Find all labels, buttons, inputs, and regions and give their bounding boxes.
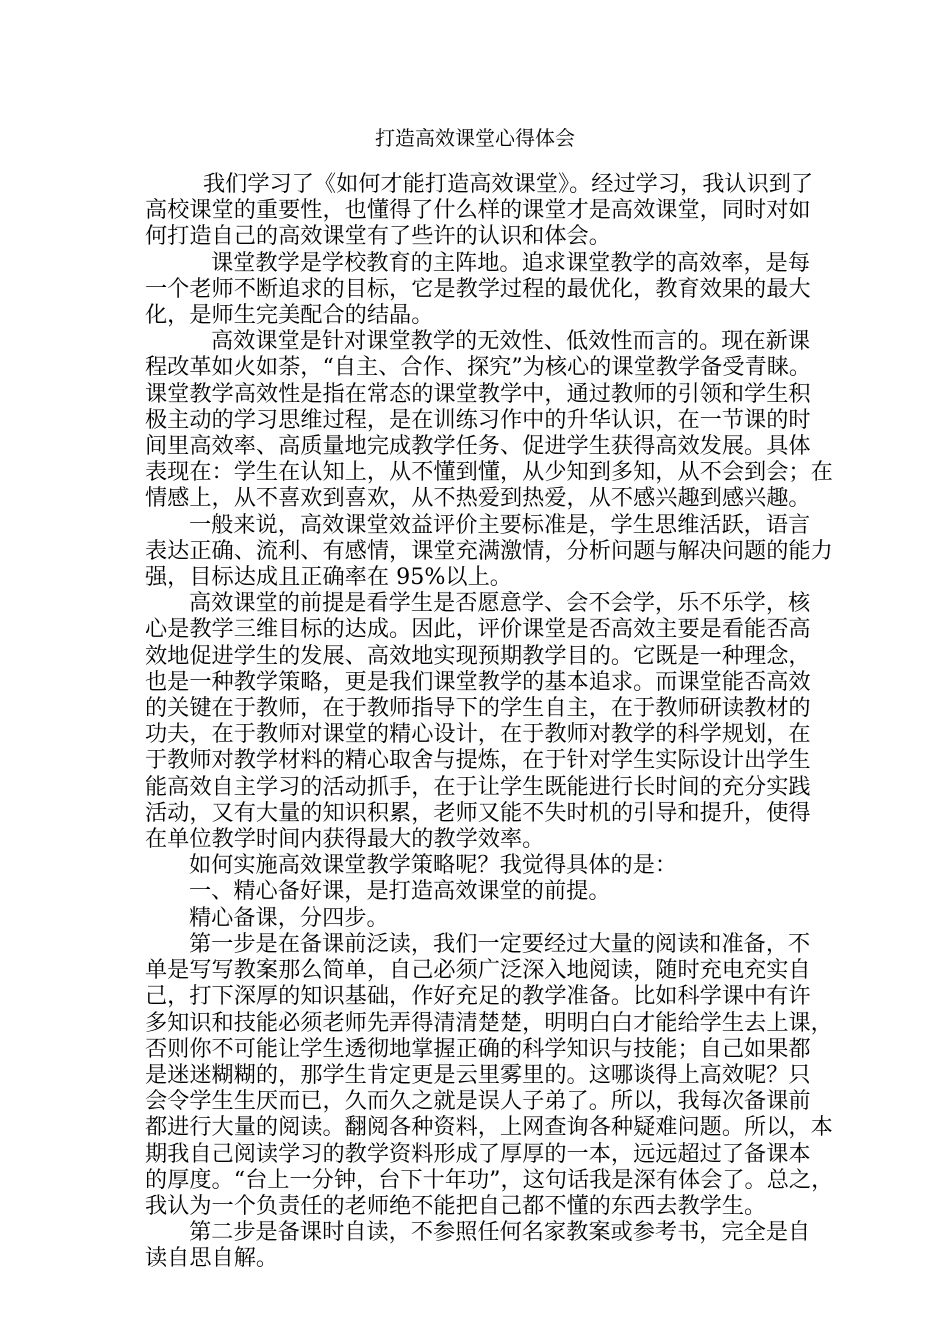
text-line: 第二步是备课时自读，不参照任何名家教案或参考书，完全是自 xyxy=(189,1219,811,1246)
text-line: 否则你不可能让学生透彻地掌握正确的科学知识与技能；自己如果都 xyxy=(145,1035,811,1062)
text-line: 期我自己阅读学习的教学资料形成了厚厚的一本，远远超过了备课本 xyxy=(145,1140,811,1167)
text-line: 能高效自主学习的活动抓手，在于让学生既能进行长时间的充分实践 xyxy=(145,773,811,800)
text-line: 极主动的学习思维过程，是在训练习作中的升华认识，在一节课的时 xyxy=(145,406,811,433)
text-line: 会令学生生厌而已，久而久之就是误人子弟了。所以，我每次备课前 xyxy=(145,1088,811,1115)
text-line: 课堂教学是学校教育的主阵地。追求课堂教学的高效率，是每 xyxy=(211,249,811,276)
paragraph xyxy=(145,930,834,1219)
paragraph xyxy=(145,511,833,591)
paragraph xyxy=(145,328,833,512)
text-line: 如何实施高效课堂教学策略呢？我觉得具体的是： xyxy=(189,852,678,879)
text-line: 己，打下深厚的知识基础，作好充足的教学准备。比如科学课中有许 xyxy=(145,983,811,1010)
text-line: 活动，又有大量的知识积累，老师又能不失时机的引导和提升，使得 xyxy=(145,799,811,826)
text-line: 强，目标达成且正确率在 95%以上。 xyxy=(145,564,512,591)
paragraph xyxy=(145,852,810,878)
text-line: 的厚度。“台上一分钟，台下十年功”，这句话我是深有体会了。总之， xyxy=(145,1166,834,1193)
document-body xyxy=(145,171,834,1272)
text-line: 读自思自解。 xyxy=(145,1245,279,1272)
text-line: 都进行大量的阅读。翻阅各种资料，上网查询各种疑难问题。所以，本 xyxy=(145,1114,833,1141)
text-line: 第一步是在备课前泛读，我们一定要经过大量的阅读和准备，不 xyxy=(189,930,811,957)
text-line: 单是写写教案那么简单，自己必须广泛深入地阅读，随时充电充实自 xyxy=(145,957,811,984)
text-line: 也是一种教学策略，更是我们课堂教学的基本追求。而课堂能否高效 xyxy=(145,668,811,695)
paragraph xyxy=(145,878,810,904)
document-title: 打造高效课堂心得体会 xyxy=(375,126,575,150)
text-line: 心是教学三维目标的达成。因此，评价课堂是否高效主要是看能否高 xyxy=(145,616,811,643)
text-line: 精心备课，分四步。 xyxy=(189,904,389,931)
text-line: 化，是师生完美配合的结晶。 xyxy=(145,302,434,329)
text-line: 程改革如火如荼，“自主、合作、探究”为核心的课堂教学备受青睐。 xyxy=(145,354,812,381)
paragraph xyxy=(145,1219,810,1271)
text-line: 效地促进学生的发展、高效地实现预期教学目的。它既是一种理念， xyxy=(145,642,811,669)
text-line: 多知识和技能必须老师先弄得清清楚楚，明明白白才能给学生去上课， xyxy=(145,1009,833,1036)
text-line: 高效课堂是针对课堂教学的无效性、低效性而言的。现在新课 xyxy=(211,328,811,355)
text-line: 课堂教学高效性是指在常态的课堂教学中，通过教师的引领和学生积 xyxy=(145,380,811,407)
text-line: 的关键在于教师，在于教师指导下的学生自主，在于教师研读教材的 xyxy=(145,695,811,722)
text-line: 情感上，从不喜欢到喜欢，从不热爱到热爱，从不感兴趣到感兴趣。 xyxy=(145,485,811,512)
text-line: 于教师对教学材料的精心取舍与提炼，在于针对学生实际设计出学生 xyxy=(145,747,811,774)
text-line: 我认为一个负责任的老师绝不能把自己都不懂的东西去教学生。 xyxy=(145,1192,767,1219)
text-line: 一、精心备好课，是打造高效课堂的前提。 xyxy=(189,878,611,905)
paragraph xyxy=(145,171,814,250)
text-line: 一个老师不断追求的目标，它是教学过程的最优化，教育效果的最大 xyxy=(145,275,811,302)
text-line: 在单位教学时间内获得最大的教学效率。 xyxy=(145,826,545,853)
paragraph xyxy=(145,590,810,852)
text-line: 是迷迷糊糊的，那学生肯定更是云里雾里的。这哪谈得上高效呢？只 xyxy=(145,1061,811,1088)
text-line: 功夫，在于教师对课堂的精心设计，在于教师对教学的科学规划，在 xyxy=(145,721,811,748)
text-line: 何打造自己的高效课堂有了些许的认识和体会。 xyxy=(145,223,611,250)
text-line: 表达正确、流利、有感情，课堂充满激情，分析问题与解决问题的能力 xyxy=(145,537,833,564)
paragraph xyxy=(145,250,810,329)
text-line: 间里高效率、高质量地完成教学任务、促进学生获得高效发展。具体 xyxy=(145,433,811,460)
text-line: 高校课堂的重要性，也懂得了什么样的课堂才是高效课堂，同时对如 xyxy=(145,197,811,224)
text-line: 表现在：学生在认知上，从不懂到懂，从少知到多知，从不会到会；在 xyxy=(145,459,833,486)
text-line: 一般来说，高效课堂效益评价主要标准是，学生思维活跃，语言 xyxy=(189,511,811,538)
text-line: 我们学习了《如何才能打造高效课堂》。经过学习，我认识到了 xyxy=(203,171,814,197)
paragraph xyxy=(145,905,810,931)
text-line: 高效课堂的前提是看学生是否愿意学、会不会学，乐不乐学，核 xyxy=(189,590,811,617)
